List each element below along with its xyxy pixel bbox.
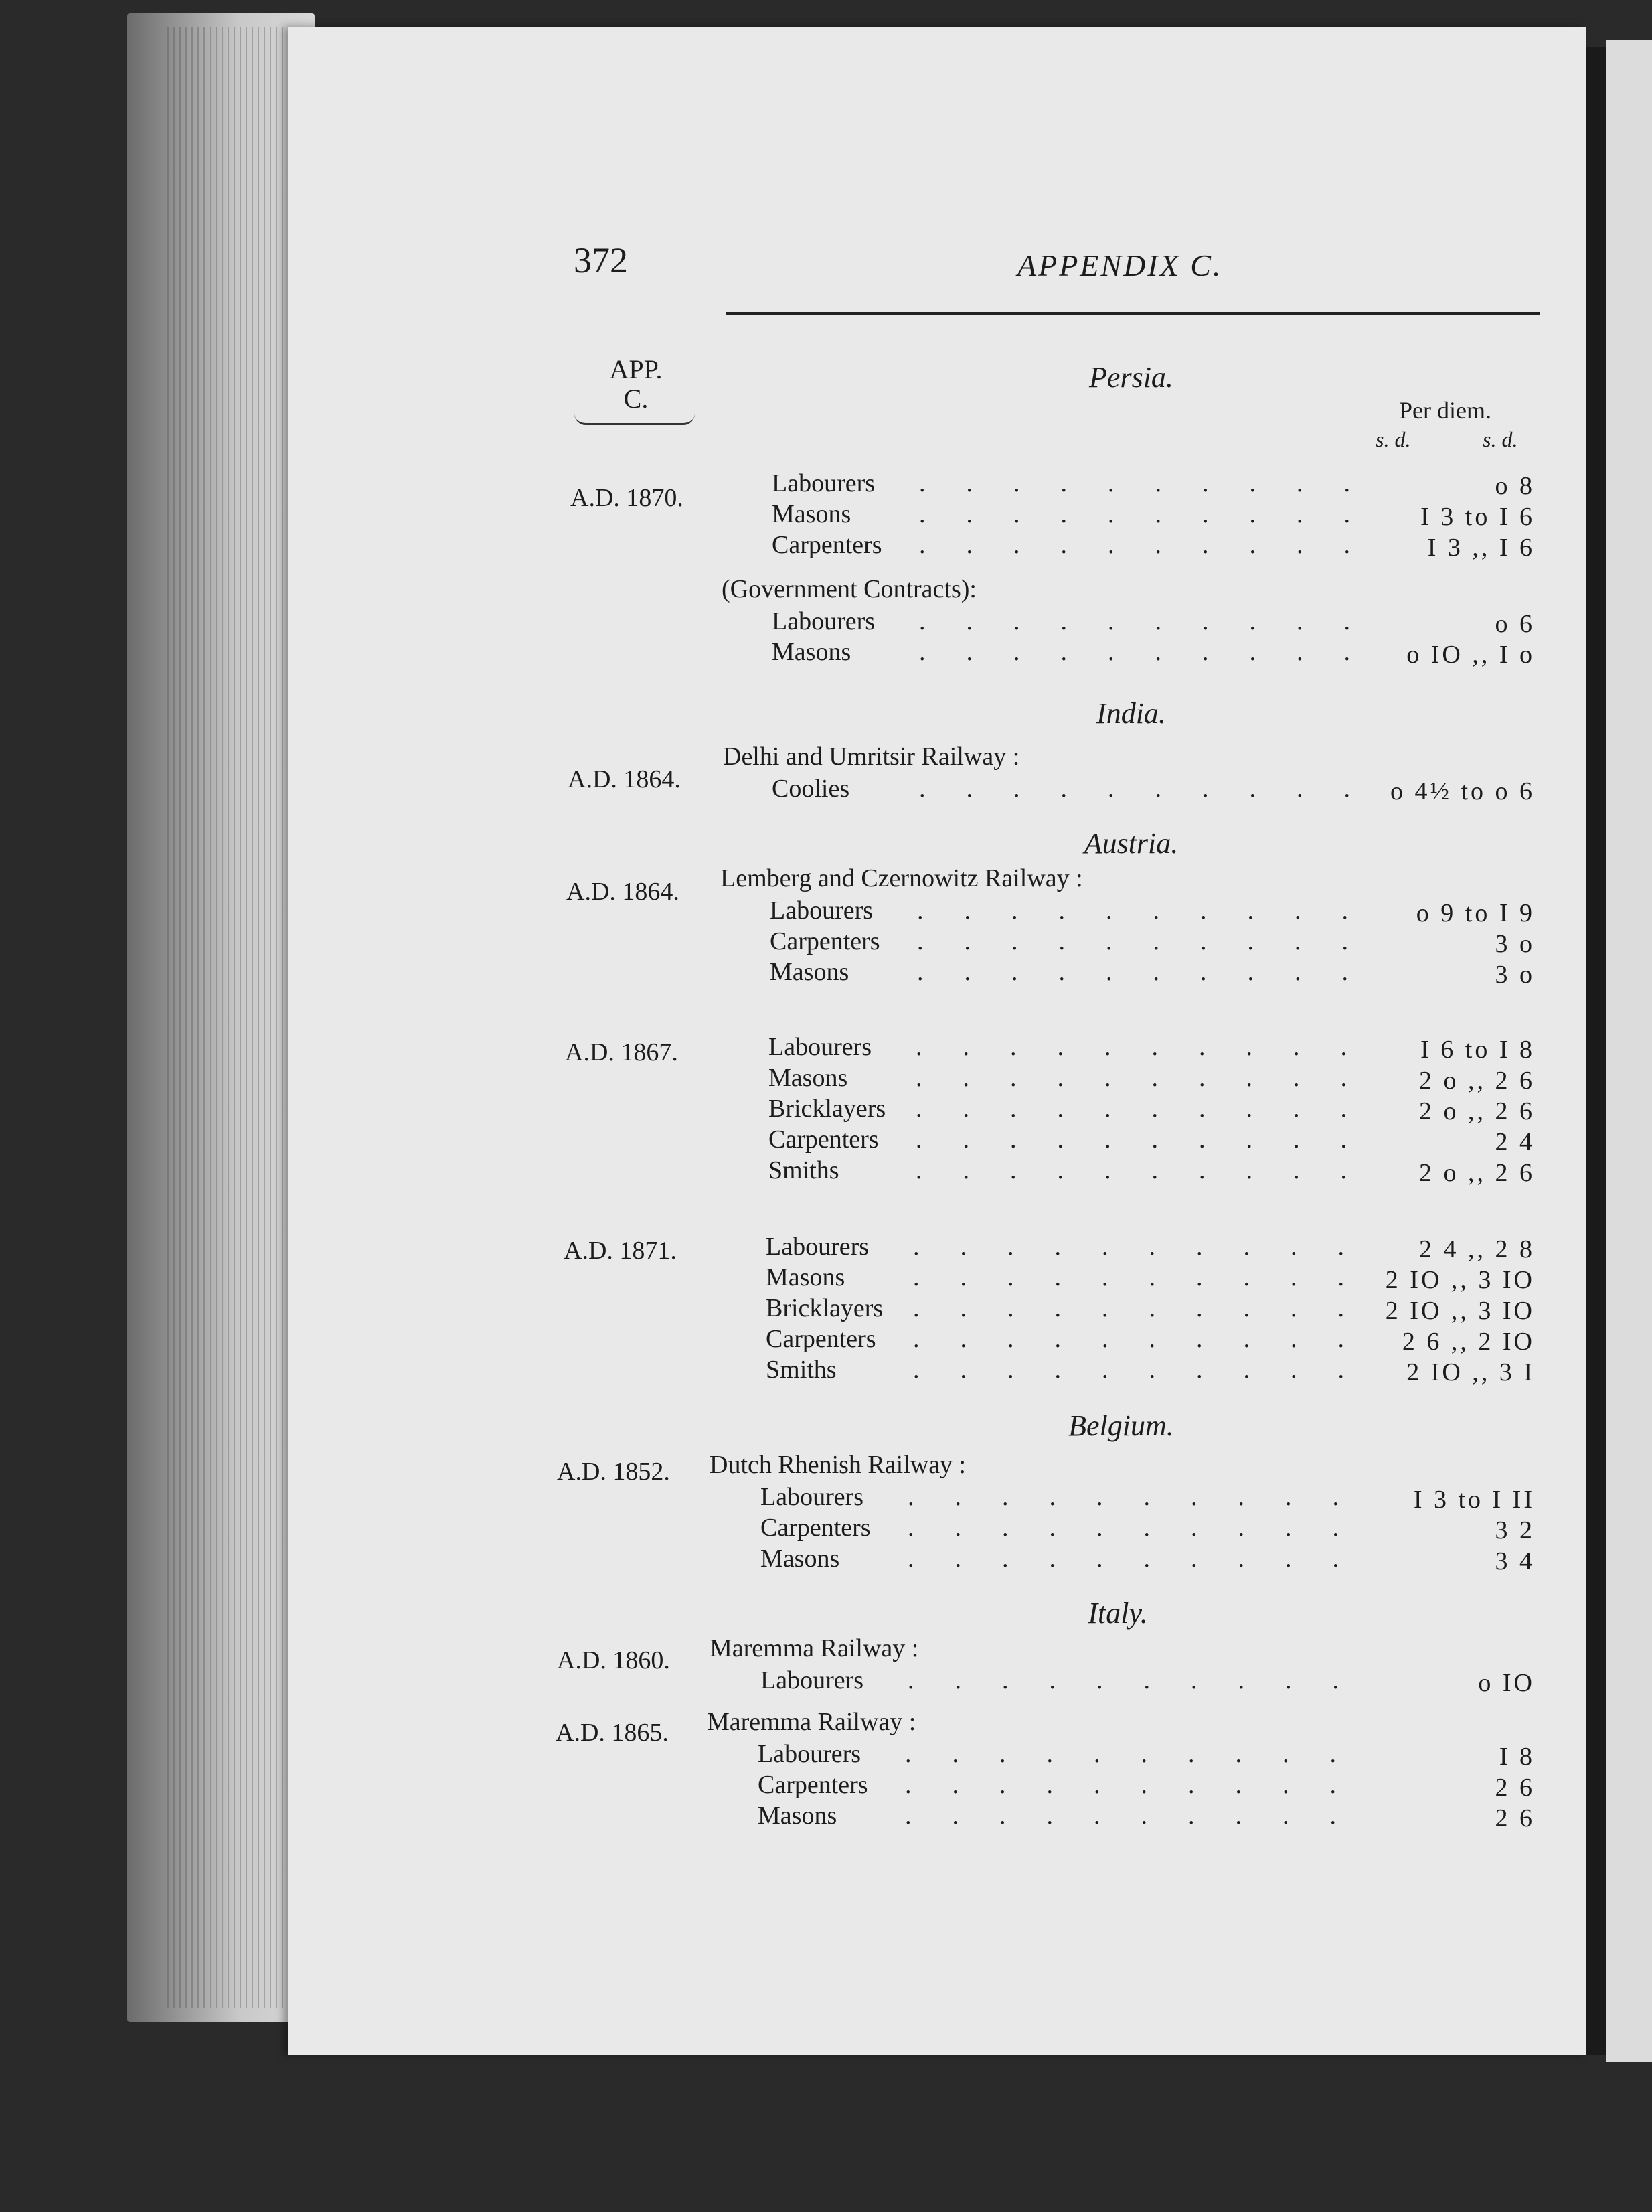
leader-dots: .......... xyxy=(908,1514,1380,1542)
row-label: Carpenters xyxy=(758,1771,868,1799)
page-number: 372 xyxy=(574,240,628,281)
row-rate: 2 IO ,, 3 IO xyxy=(1385,1266,1535,1294)
row-rate: o 4½ to o 6 xyxy=(1390,777,1535,805)
row-label: Labourers xyxy=(772,469,876,497)
table-row xyxy=(758,1770,1535,1801)
table-row xyxy=(766,1293,1535,1324)
row-label: Masons xyxy=(760,1545,840,1573)
row-rate: I 3 to I II xyxy=(1413,1486,1535,1514)
table-row xyxy=(768,1156,1535,1186)
table-row xyxy=(760,1482,1535,1513)
row-rate: I 3 ,, I 6 xyxy=(1427,534,1535,562)
row-label: Coolies xyxy=(772,775,850,803)
leader-dots: .......... xyxy=(919,500,1391,528)
row-label: Bricklayers xyxy=(766,1294,884,1322)
row-rate: 3 o xyxy=(1495,961,1535,989)
date-italy-1860: A.D. 1860. xyxy=(557,1646,670,1674)
row-rate: 2 6 xyxy=(1495,1773,1535,1802)
row-rate: 2 IO ,, 3 IO xyxy=(1385,1297,1535,1325)
table-row xyxy=(760,1513,1535,1544)
section-title-italy: Italy. xyxy=(1088,1597,1148,1630)
row-rate: 2 4 ,, 2 8 xyxy=(1419,1235,1535,1263)
table-row xyxy=(768,1063,1535,1094)
row-label: Smiths xyxy=(768,1156,839,1184)
units-left: s. d. xyxy=(1376,427,1411,451)
table-row xyxy=(772,469,1535,499)
row-label: Labourers xyxy=(766,1233,870,1261)
row-label: Labourers xyxy=(772,607,876,635)
row-rate: 3 2 xyxy=(1495,1516,1535,1545)
table-row xyxy=(766,1232,1535,1263)
leader-dots: .......... xyxy=(905,1802,1377,1830)
table-row xyxy=(768,1032,1535,1063)
subhead-dutch-rhenish: Dutch Rhenish Railway : xyxy=(710,1451,967,1479)
row-label: Carpenters xyxy=(760,1514,871,1542)
table-row xyxy=(766,1355,1535,1386)
leader-dots: .......... xyxy=(908,1545,1380,1573)
row-rate: 2 o ,, 2 6 xyxy=(1419,1097,1535,1125)
leader-dots: .......... xyxy=(905,1771,1377,1799)
subhead-delhi-umritsir: Delhi and Umritsir Railway : xyxy=(723,742,1020,771)
leader-dots: .......... xyxy=(905,1740,1377,1768)
row-label: Masons xyxy=(772,500,851,528)
table-row xyxy=(768,1125,1535,1156)
row-label: Labourers xyxy=(770,896,874,925)
table-row xyxy=(772,530,1535,561)
row-label: Masons xyxy=(766,1263,845,1291)
leader-dots: .......... xyxy=(917,896,1389,925)
leader-dots: .......... xyxy=(913,1233,1385,1261)
leader-dots: .......... xyxy=(916,1033,1388,1061)
row-rate: o 6 xyxy=(1495,610,1535,638)
date-belgium-1852: A.D. 1852. xyxy=(557,1457,670,1486)
table-row xyxy=(772,499,1535,530)
table-row xyxy=(772,774,1535,805)
row-label: Masons xyxy=(768,1064,848,1092)
leader-dots: .......... xyxy=(919,775,1391,803)
row-rate: o IO ,, I o xyxy=(1406,641,1535,669)
leader-dots: .......... xyxy=(916,1064,1388,1092)
leader-dots: .......... xyxy=(913,1356,1385,1384)
margin-note-line1: APP. xyxy=(609,354,663,384)
row-label: Labourers xyxy=(760,1666,864,1694)
row-rate: 2 4 xyxy=(1495,1128,1535,1156)
table-row xyxy=(760,1544,1535,1575)
book-gutter xyxy=(1586,47,1606,2055)
section-title-belgium: Belgium. xyxy=(1068,1409,1174,1442)
row-rate: I 3 to I 6 xyxy=(1420,503,1535,531)
subhead-government-contracts: (Government Contracts): xyxy=(722,575,977,603)
subhead-maremma-1860: Maremma Railway : xyxy=(710,1634,919,1662)
leader-dots: .......... xyxy=(916,1095,1388,1123)
row-rate: 3 4 xyxy=(1495,1547,1535,1575)
leader-dots: .......... xyxy=(913,1294,1385,1322)
row-rate: 2 o ,, 2 6 xyxy=(1419,1159,1535,1187)
row-rate: 2 IO ,, 3 I xyxy=(1406,1358,1535,1387)
units-right: s. d. xyxy=(1483,427,1518,451)
row-rate: 2 6 ,, 2 IO xyxy=(1402,1328,1535,1356)
row-label: Masons xyxy=(758,1802,837,1830)
row-rate: o 9 to I 9 xyxy=(1416,899,1535,927)
table-row xyxy=(770,957,1535,988)
section-title-persia: Persia. xyxy=(1089,361,1173,394)
leader-dots: .......... xyxy=(916,1125,1388,1154)
table-row xyxy=(766,1324,1535,1355)
row-rate: 3 o xyxy=(1495,930,1535,958)
row-label: Masons xyxy=(772,638,851,666)
date-austria-1864: A.D. 1864. xyxy=(566,878,679,906)
page-title: APPENDIX C. xyxy=(1017,248,1223,283)
row-label: Carpenters xyxy=(768,1125,879,1154)
leader-dots: .......... xyxy=(919,607,1391,635)
date-italy-1865: A.D. 1865. xyxy=(556,1719,669,1747)
table-row xyxy=(768,1094,1535,1125)
leader-dots: .......... xyxy=(917,958,1389,986)
table-row xyxy=(758,1801,1535,1832)
subhead-maremma-1865: Maremma Railway : xyxy=(707,1708,916,1736)
row-rate: o IO xyxy=(1478,1669,1535,1697)
row-label: Labourers xyxy=(758,1740,861,1768)
leader-dots: .......... xyxy=(916,1156,1388,1184)
facing-page-edge xyxy=(1606,40,1652,2062)
row-label: Smiths xyxy=(766,1356,837,1384)
leader-dots: .......... xyxy=(919,531,1391,559)
leader-dots: .......... xyxy=(913,1263,1385,1291)
leader-dots: .......... xyxy=(919,469,1391,497)
table-row xyxy=(760,1666,1535,1696)
per-diem-header: Per diem. xyxy=(1399,397,1491,424)
section-title-india: India. xyxy=(1096,697,1166,730)
row-rate: I 8 xyxy=(1499,1743,1535,1771)
margin-note-line2: C. xyxy=(623,384,649,414)
table-row xyxy=(770,896,1535,927)
leader-dots: .......... xyxy=(908,1666,1380,1694)
subhead-lemberg-czernowitz: Lemberg and Czernowitz Railway : xyxy=(720,864,1083,892)
table-row xyxy=(770,927,1535,957)
row-label: Carpenters xyxy=(766,1325,876,1353)
row-label: Carpenters xyxy=(772,531,882,559)
row-rate: 2 o ,, 2 6 xyxy=(1419,1066,1535,1095)
table-row xyxy=(766,1263,1535,1293)
margin-note xyxy=(589,355,683,414)
table-row xyxy=(758,1739,1535,1770)
row-label: Labourers xyxy=(768,1033,872,1061)
row-rate: 2 6 xyxy=(1495,1804,1535,1832)
margin-brace xyxy=(574,414,695,425)
row-rate: I 6 to I 8 xyxy=(1420,1036,1535,1064)
leader-dots: .......... xyxy=(908,1483,1380,1511)
section-title-austria: Austria. xyxy=(1084,827,1179,860)
book-page-edge-lines xyxy=(167,27,301,2008)
date-austria-1867: A.D. 1867. xyxy=(565,1038,678,1066)
leader-dots: .......... xyxy=(919,638,1391,666)
row-label: Labourers xyxy=(760,1483,864,1511)
header-rule xyxy=(726,312,1540,315)
row-label: Bricklayers xyxy=(768,1095,886,1123)
date-persia-1870: A.D. 1870. xyxy=(570,484,683,512)
row-rate: o 8 xyxy=(1495,472,1535,500)
date-india-1864: A.D. 1864. xyxy=(568,765,681,793)
row-label: Masons xyxy=(770,958,849,986)
row-label: Carpenters xyxy=(770,927,880,955)
table-row xyxy=(772,637,1535,668)
date-austria-1871: A.D. 1871. xyxy=(564,1237,677,1265)
leader-dots: .......... xyxy=(913,1325,1385,1353)
leader-dots: .......... xyxy=(917,927,1389,955)
table-row xyxy=(772,607,1535,637)
